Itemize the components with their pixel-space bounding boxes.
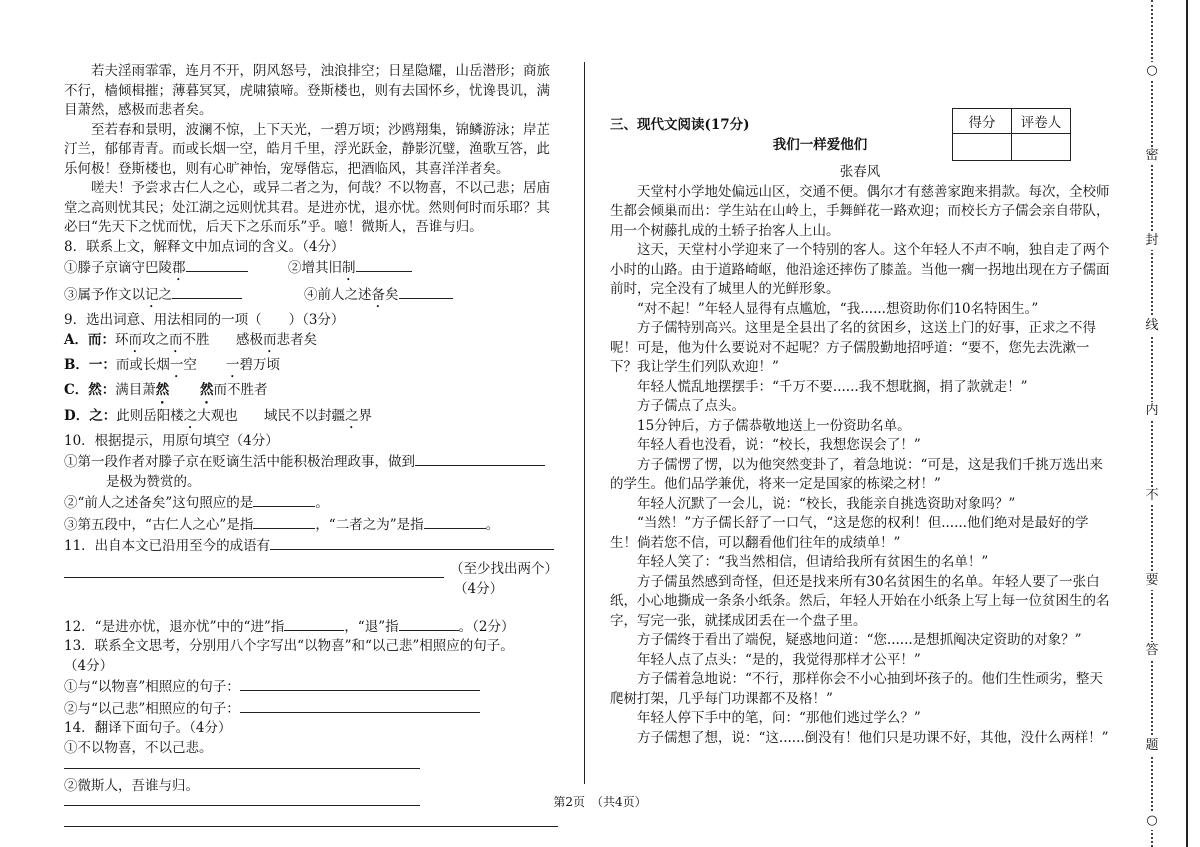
q13-stem: 13．联系全文思考，分别用八个字写出“以物喜”和“以己悲”相照应的句子。 (64, 638, 514, 654)
q13-item-2: ②与“以己悲”相照应的句子： (64, 698, 558, 720)
answer-blank[interactable] (284, 616, 344, 631)
left-column (64, 62, 558, 827)
dotted-word: 制 (342, 260, 356, 276)
answer-blank[interactable] (270, 535, 554, 550)
article-paragraph: “对不起！”年轻人显得有点尴尬，“我......想资助你们10名特困生。” (637, 300, 1039, 317)
answer-blank[interactable] (399, 616, 459, 631)
q10-item-2: ②“前人之述备矣”这句照应的是 。 (64, 492, 558, 514)
passage-paragraph-3: 嗟夫！予尝求古仁人之心，或异二者之为，何哉？不以物喜，不以己悲；居庙堂之高则忧其民；处江湖之远则忧其君。是进亦忧，退亦忧。然则何时而乐耶？其必曰“先天下之忧而忧，后天下之乐而乐”乎。噫！微斯人，吾谁与归。 (64, 180, 550, 235)
section-heading: 三、现代文阅读(17分) (610, 117, 750, 133)
column-divider (584, 62, 585, 784)
q11-answer-line[interactable] (64, 557, 444, 578)
article-paragraph: 这天，天堂村小学迎来了一个特别的客人。这个年轻人不声不响，独自走了两个小时的山路。由于道路崎岖，他沿途还摔伤了膝盖。当他一瘸一拐地出现在方子儒面前时，完全没有了城里人的光鲜形象。 (610, 242, 1110, 297)
q13-item-1: ①与“以物喜”相照应的句子： (64, 676, 558, 698)
q14-item-1: ①不以物喜，不以己悲。 (64, 739, 213, 756)
binding-char: 不 (1141, 487, 1163, 505)
article-paragraph: 年轻人笑了：“我当然相信，但请给我所有贫困生的名单！” (637, 554, 989, 570)
binding-char: 密 (1141, 147, 1163, 165)
binding-char: 要 (1141, 572, 1163, 590)
answer-blank[interactable] (399, 284, 453, 299)
score-header: 得分 (953, 109, 1012, 134)
q9-option-d[interactable]: D．之：此则岳阳楼之大观也 域民不以封疆之界 (64, 407, 372, 424)
article-paragraph: 方子儒虽然感到奇怪，但还是找来所有30名贫困生的名单。年轻人要了一张白纸，小心地撕成一条条小纸条。然后，年轻人开始在小纸条上写上每一位贫困生的名字，写完一张，就揉成团丢在一个盘子里。 (610, 573, 1110, 629)
answer-blank[interactable] (356, 257, 412, 272)
article-paragraph: 年轻人停下手中的笔，问：“那他们逃过学么？” (637, 710, 921, 726)
grader-header: 评卷人 (1012, 109, 1071, 134)
page-edge (1186, 0, 1188, 847)
answer-blank[interactable] (240, 676, 480, 691)
article-paragraph: 天堂村小学地处偏远山区，交通不便。偶尔才有慈善家跑来捐款。每次，全校师生都会倾巢而出：学生站在山岭上，手舞鲜花一路欢迎；而校长方子儒会亲自带队，用一个树藤扎成的土轿子抬客人上山。 (610, 183, 1110, 239)
binding-char: 线 (1141, 317, 1163, 335)
q9-option-c[interactable]: C．然：满目萧然 然而不胜者 (64, 381, 268, 398)
article-paragraph: 方子儒点了点头。 (637, 398, 745, 414)
q11-stem: 11．出自本文已沿用至今的成语有 (64, 535, 558, 557)
q14-item-2: ②微斯人，吾谁与归。 (64, 778, 199, 794)
article-paragraph: 年轻人慌乱地摆摆手：“千万不要......我不想耽搁，捐了款就走！” (637, 378, 1028, 395)
q10-item-1: ①第一段作者对滕子京在贬谪生活中能积极治理政事，做到 (64, 451, 558, 473)
answer-blank[interactable] (186, 257, 248, 272)
seal-line (1151, 0, 1153, 847)
q13-score: （4分） (64, 657, 114, 674)
right-column (610, 116, 1110, 748)
article-paragraph: 年轻人看也没看，说：“校长，我想您误会了！” (637, 437, 921, 453)
q9-option-b[interactable]: B．一：而或长烟一空 一碧万顷 (64, 356, 280, 373)
q10-item-1-cont: 是极为赞赏的。 (106, 473, 201, 490)
binding-circle: ○ (1141, 812, 1163, 830)
article-paragraph: 年轻人沉默了一会儿，说：“校长，我能亲自挑选资助对象吗？” (637, 495, 1016, 512)
q8-stem: 8．联系上文，解释文中加点词的含义。（4分） (64, 238, 345, 255)
q9-stem: 9．选出词意、用法相同的一项（ ）（3分） (64, 312, 345, 328)
article-paragraph: 方子儒特别高兴。这里是全县出了名的贫困乡，这送上门的好事，正求之不得呢！可是，他为什么要说对不起呢？方子儒殷勤地招呼道：“要不，您先去洗漱一下？我让学生们列队欢迎！” (610, 320, 1096, 375)
dotted-word: 郡 (172, 260, 186, 276)
q10-item-3: ③第五段中，“古仁人之心”是指 ，“二者之为”是指 。 (64, 514, 558, 536)
article-author: 张春风 (839, 164, 881, 180)
passage-paragraph-2: 至若春和景明，波澜不惊，上下天光，一碧万顷；沙鸥翔集，锦鳞游泳；岸芷汀兰，郁郁青青。而或长烟一空，皓月千里，浮光跃金，静影沉璧，渔歌互答，此乐何极！登斯楼也，则有心旷神怡，宠辱偕忘，把酒临风，其喜洋洋者矣。 (64, 121, 550, 177)
article-paragraph: 方子儒想了想，说：“这......倒没有！他们只是功课不好，其他，没什么两样！” (637, 729, 1109, 746)
q14-answer-line-1[interactable] (64, 758, 420, 769)
answer-blank[interactable] (240, 698, 480, 713)
answer-blank[interactable] (172, 284, 242, 299)
dotted-word: 备 (371, 287, 385, 303)
article-paragraph: 15分钟后，方子儒恭敬地送上一份资助名单。 (637, 417, 911, 434)
binding-char: 答 (1141, 642, 1163, 660)
answer-blank[interactable] (415, 451, 545, 466)
article-title: 我们一样爱他们 (772, 136, 868, 153)
q9-option-a[interactable]: A．而：环而攻之而不胜 感极而悲者矣 (64, 331, 317, 348)
q14-stem: 14．翻译下面句子。（4分） (64, 720, 232, 736)
grader-cell[interactable] (1012, 134, 1071, 161)
passage-paragraph-1: 若夫淫雨霏霏，连月不开，阴风怒号，浊浪排空；日星隐耀，山岳潜形；商旅不行，樯倾楫摧；薄暮冥冥，虎啸猿啼。登斯楼也，则有去国怀乡，忧谗畏讥，满目萧然，感极而悲者矣。 (64, 63, 550, 118)
article-paragraph: “当然！”方子儒长舒了一口气，“这是您的权利！但......他们绝对是最好的学生！倘若您不信，可以翻看他们往年的成绩单！” (610, 515, 1089, 551)
score-table (952, 108, 1071, 161)
article-paragraph: 方子儒愣了愣，以为他突然变卦了，着急地说：“可是，这是我们千挑万选出来的学生。他们品学兼优，将来一定是国家的栋梁之材！” (610, 456, 1103, 492)
binding-char: 内 (1141, 402, 1163, 420)
q12: 12．“是进亦忧，退亦忧”中的“进”指 ，“退”指 。（2分） (64, 616, 558, 638)
q10-stem: 10．根据提示，用原句填空（4分） (64, 432, 279, 449)
article-paragraph: 方子儒着急地说：“不行，那样你会不小心抽到坏孩子的。他们生性顽劣，整天爬树打架，几乎每门功课都不及格！” (610, 671, 1103, 707)
dotted-word: 记 (145, 287, 159, 303)
binding-char: 题 (1141, 737, 1163, 755)
q8-row-1: ①滕子京谪守巴陵郡 ②增其旧制 (64, 257, 558, 284)
binding-margin (1132, 0, 1172, 847)
article-paragraph: 方子儒终于看出了端倪，疑惑地问道：“您......是想抓阄决定资助的对象？” (637, 632, 1082, 648)
q8-row-2: ③属予作文以记之 ④前人之述备矣 (64, 284, 558, 311)
score-cell[interactable] (953, 134, 1012, 161)
answer-blank[interactable] (253, 492, 315, 507)
answer-blank[interactable] (253, 514, 315, 529)
q11-note: （至少找出两个） （4分） (450, 560, 558, 597)
binding-circle: ○ (1141, 62, 1163, 80)
binding-char: 封 (1141, 232, 1163, 250)
article-paragraph: 年轻人点了点头：“是的，我觉得那样才公平！” (637, 651, 921, 668)
answer-blank[interactable] (424, 514, 486, 529)
page-footer: 第2页 （共4页） (553, 795, 647, 809)
